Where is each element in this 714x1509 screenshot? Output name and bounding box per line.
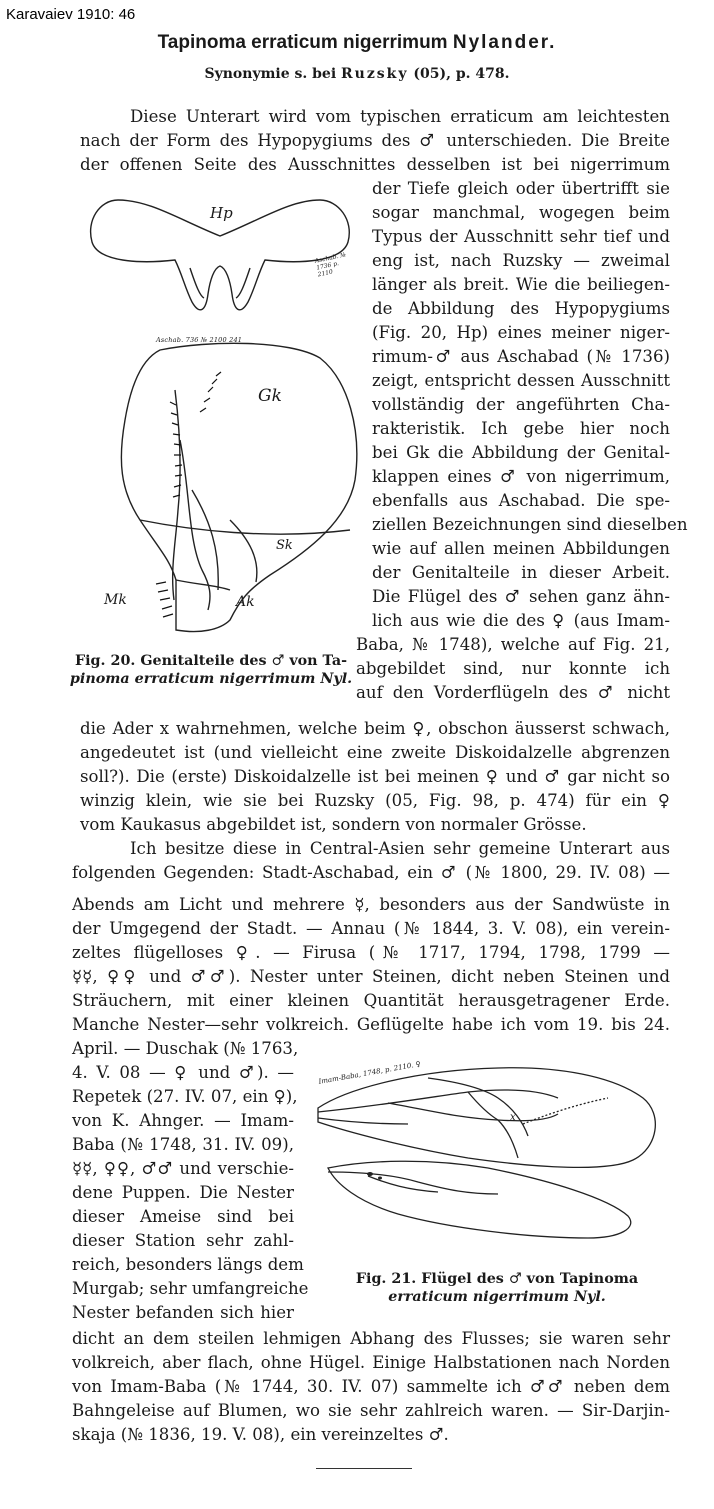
text-line: dene Puppen. Die Nester xyxy=(72,1183,294,1202)
text-line: vollständig der angeführten Cha- xyxy=(372,395,670,414)
figure-20 xyxy=(80,190,360,650)
species-name: Tapinoma erraticum nigerrimum xyxy=(157,32,448,53)
end-rule xyxy=(316,1468,412,1469)
text-line: dicht an dem steilen lehmigen Abhang des Flusses; sie waren sehr xyxy=(72,1329,670,1348)
text-line: Typus der Ausschnitt sehr tief und xyxy=(372,227,670,246)
genital-valve-drawing xyxy=(121,343,356,631)
synonymy-prefix: Synonymie s. bei xyxy=(204,66,337,82)
synonymy-author: Ruzsky xyxy=(341,66,409,82)
figure-20-caption xyxy=(62,652,360,688)
text-line: die Ader x wahrnehmen, welche beim ♀, obschon äusserst schwach, xyxy=(80,719,670,738)
species-author: Nylander. xyxy=(452,32,557,53)
text-line: folgenden Gegenden: Stadt-Aschabad, ein ♂ (№ 1800, 29. IV. 08) — xyxy=(72,863,670,882)
text-line: ebenfalls aus Aschabad. Die spe- xyxy=(372,491,670,510)
text-line: klappen eines ♂ von nigerrimum, xyxy=(372,467,670,486)
text-line: angedeutet ist (und vielleicht eine zweite Diskoidalzelle abgrenzen xyxy=(80,743,670,762)
article-title xyxy=(0,32,714,54)
text-line: eng ist, nach Ruzsky — zweimal xyxy=(372,251,670,270)
text-line: 4. V. 08 — ♀ und ♂). — xyxy=(72,1063,294,1082)
text-line: nach der Form des Hypopygiums des ♂ unterschieden. Die Breite xyxy=(80,131,670,150)
text-line: (Fig. 20, Hp) eines meiner niger- xyxy=(372,323,670,342)
handwritten-note-mid: Aschab. 736 № 2100 241 xyxy=(156,336,243,344)
text-line: auf den Vorderflügeln des ♂ nicht xyxy=(356,683,670,702)
caption-line: pinoma erraticum nigerrimum Nyl. xyxy=(69,671,353,687)
hindwing-outline xyxy=(328,1161,631,1238)
text-line: Ich besitze diese in Central-Asien sehr gemeine Unterart aus xyxy=(130,839,670,858)
text-line: der offenen Seite des Ausschnittes desselben ist bei nigerrimum xyxy=(80,155,670,174)
text-line: Murgab; sehr umfangreiche xyxy=(72,1279,309,1298)
text-line: dieser Ameise sind bei xyxy=(72,1207,294,1226)
label-ak: Ak xyxy=(236,594,255,610)
text-line: Abends am Licht und mehrere ☿, besonders aus der Sandwüste in xyxy=(72,895,670,914)
text-line: zeltes flügelloses ♀. — Firusa (№ 1717, 1794, 1798, 1799 — xyxy=(72,943,670,962)
text-line: dieser Station sehr zahl- xyxy=(72,1231,294,1250)
text-line: de Abbildung des Hypopygiums xyxy=(372,299,670,318)
text-line: ziellen Bezeichnungen sind dieselben xyxy=(372,515,688,534)
text-line: Baba, № 1748), welche auf Fig. 21, xyxy=(356,635,670,654)
text-line: Diese Unterart wird vom typischen erraticum am leichtesten xyxy=(130,107,670,126)
text-line: abgebildet sind, nur konnte ich xyxy=(356,659,670,678)
text-line: sogar manchmal, wogegen beim xyxy=(372,203,670,222)
page-citation: Karavaiev 1910: 46 xyxy=(6,6,136,23)
synonymy-suffix: (05), p. 478. xyxy=(413,66,510,82)
text-line: Manche Nester—sehr volkreich. Geflügelte habe ich vom 19. bis 24. xyxy=(72,1015,670,1034)
text-line: der Tiefe gleich oder übertrifft sie xyxy=(372,179,670,198)
text-line: der Umgegend der Stadt. — Annau (№ 1844, 3. V. 08), ein verein- xyxy=(72,919,670,938)
text-line: von Imam-Baba (№ 1744, 30. IV. 07) sammelte ich ♂♂ neben dem xyxy=(72,1377,670,1396)
text-line: April. — Duschak (№ 1763, xyxy=(72,1039,299,1058)
label-mk: Mk xyxy=(104,592,127,608)
text-line: länger als breit. Wie die beiliegen- xyxy=(372,275,670,294)
text-line: vom Kaukasus abgebildet ist, sondern von normaler Grösse. xyxy=(80,815,587,834)
wing-drawing xyxy=(308,1048,668,1268)
text-line: Die Flügel des ♂ sehen ganz ähn- xyxy=(372,587,670,606)
caption-line: Fig. 20. Genitalteile des ♂ von Ta- xyxy=(74,653,348,669)
label-sk: Sk xyxy=(276,538,293,553)
forewing-outline xyxy=(318,1068,655,1168)
caption-line: erraticum nigerrimum Nyl. xyxy=(388,1289,606,1305)
text-line: reich, besonders längs dem xyxy=(72,1255,304,1274)
handwritten-note-wing: Imam-Baba, 1748, p. 2110. ♀ xyxy=(318,1060,422,1086)
label-hp: Hp xyxy=(210,204,233,222)
serrated-edge xyxy=(156,372,221,617)
text-line: Sträuchern, mit einer kleinen Quantität herausgetragener Erde. xyxy=(72,991,670,1010)
text-line: Bahngeleise auf Blumen, wo sie sehr zahlreich waren. — Sir-Darjin- xyxy=(72,1401,670,1420)
text-line: bei Gk die Abbildung der Genital- xyxy=(372,443,670,462)
text-line: ☿☿, ♀♀ und ♂♂). Nester unter Steinen, dicht neben Steinen und xyxy=(72,967,670,986)
label-vein-x: x xyxy=(510,1112,516,1123)
synonymy-line xyxy=(0,66,714,82)
text-line: rakteristik. Ich gebe hier noch xyxy=(372,419,670,438)
text-line: ☿☿, ♀♀, ♂♂ und verschie- xyxy=(72,1159,294,1178)
caption-line: Fig. 21. Flügel des ♂ von Tapinoma xyxy=(355,1271,639,1287)
figure-21-caption xyxy=(330,1270,664,1306)
text-line: zeigt, entspricht dessen Ausschnitt xyxy=(372,371,670,390)
text-line: lich aus wie die des ♀ (aus Imam- xyxy=(372,611,670,630)
text-line: wie auf allen meinen Abbildungen xyxy=(372,539,670,558)
text-line: Baba (№ 1748, 31. IV. 09), xyxy=(72,1135,294,1154)
text-line: volkreich, aber flach, ohne Hügel. Einige Halbstationen nach Norden xyxy=(72,1353,670,1372)
label-gk: Gk xyxy=(258,386,282,406)
text-line: Nester befanden sich hier xyxy=(72,1303,294,1322)
text-line: rimum-♂ aus Aschabad (№ 1736) xyxy=(372,347,670,366)
text-line: soll?). Die (erste) Diskoidalzelle ist bei meinen ♀ und ♂ gar nicht so xyxy=(80,767,670,786)
text-line: von K. Ahnger. — Imam- xyxy=(72,1111,294,1130)
text-line: winzig klein, wie sie bei Ruzsky (05, Fig. 98, p. 474) für ein ♀ xyxy=(80,791,670,810)
text-line: Repetek (27. IV. 07, ein ♀), xyxy=(72,1087,298,1106)
text-line: der Genitalteile in dieser Arbeit. xyxy=(372,563,670,582)
handwritten-note-top: Aschab. № 1736 p. 2110 xyxy=(314,251,347,279)
figure-21 xyxy=(308,1048,668,1268)
text-line: skaja (№ 1836, 19. V. 08), ein vereinzeltes ♂. xyxy=(72,1425,449,1444)
